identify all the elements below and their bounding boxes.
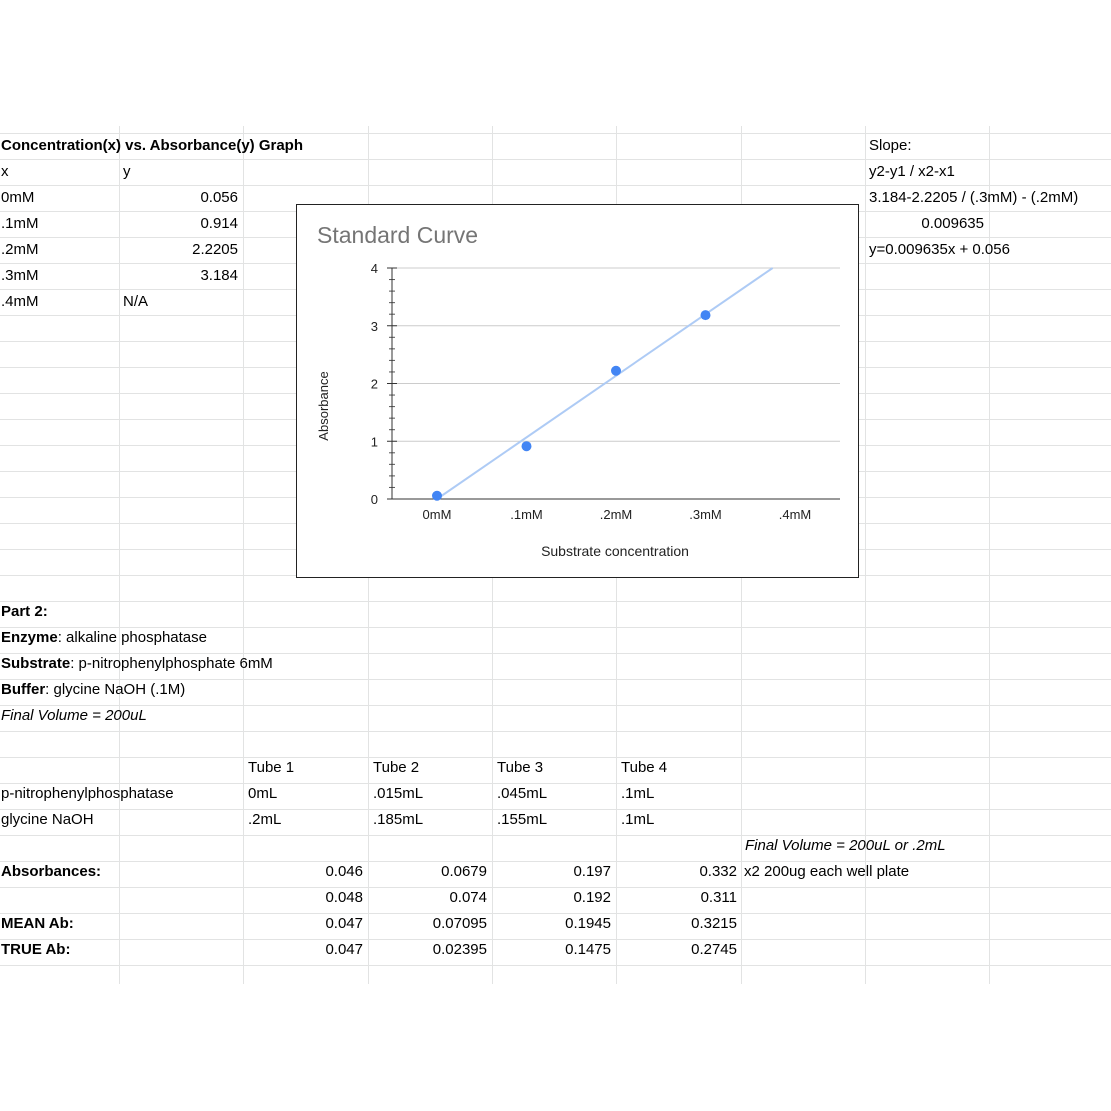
cell-volume[interactable]: .2mL <box>248 811 282 828</box>
cell-tube-header[interactable]: Tube 1 <box>248 759 295 776</box>
cell-slope-equation[interactable]: y=0.009635x + 0.056 <box>869 241 1010 258</box>
cell-true[interactable]: 0.2745 <box>691 941 737 958</box>
chart-y-tick-label: 0 <box>370 492 378 507</box>
cell-reagent-label[interactable]: glycine NaOH <box>1 811 94 828</box>
cell-volume[interactable]: .015mL <box>373 785 424 802</box>
cell-y-value[interactable]: 3.184 <box>200 267 238 284</box>
row-gridline <box>0 731 1111 732</box>
chart-y-tick-label: 2 <box>370 376 378 392</box>
cell-mean-label[interactable]: MEAN Ab: <box>1 915 74 932</box>
cell-true[interactable]: 0.1475 <box>565 941 611 958</box>
standard-curve-chart[interactable] <box>296 204 859 578</box>
cell-mean[interactable]: 0.3215 <box>691 915 737 932</box>
cell-absorbance[interactable]: 0.332 <box>699 863 737 880</box>
cell-volume[interactable]: .185mL <box>373 811 424 828</box>
chart-plot-area <box>371 261 840 522</box>
row-gridline <box>0 965 1111 966</box>
cell-slope-value[interactable]: 0.009635 <box>921 215 984 232</box>
cell-tube-header[interactable]: Tube 4 <box>621 759 668 776</box>
cell-x-value[interactable]: .1mM <box>1 215 39 232</box>
cell-volume[interactable]: .045mL <box>497 785 548 802</box>
cell-absorbance[interactable]: 0.0679 <box>441 863 487 880</box>
enzyme-value: : alkaline phosphatase <box>57 629 207 646</box>
chart-title: Standard Curve <box>317 222 479 248</box>
cell-x-header[interactable]: x <box>1 163 9 180</box>
cell-absorbance[interactable]: 0.197 <box>573 863 611 880</box>
cell-absorbance[interactable]: 0.046 <box>325 863 363 880</box>
cell-absorbance[interactable]: 0.074 <box>449 889 487 906</box>
cell-mean[interactable]: 0.047 <box>325 915 363 932</box>
cell-graph-title[interactable]: Concentration(x) vs. Absorbance(y) Graph <box>1 137 303 154</box>
cell-y-value[interactable]: 0.056 <box>200 189 238 206</box>
chart-x-tick-label: 0mM <box>422 507 452 522</box>
cell-part2-title[interactable]: Part 2: <box>1 603 48 620</box>
chart-data-point <box>701 310 711 320</box>
cell-x-value[interactable]: .4mM <box>1 293 39 310</box>
chart-y-tick-label: 4 <box>370 261 378 276</box>
cell-reagent-label[interactable]: p-nitrophenylphosphatase <box>1 785 174 802</box>
cell-tube-header[interactable]: Tube 2 <box>373 759 420 776</box>
buffer-value: : glycine NaOH (.1M) <box>45 681 186 698</box>
chart-data-point <box>432 491 442 501</box>
cell-y-value[interactable]: 0.914 <box>200 215 238 232</box>
chart-canvas <box>297 205 858 577</box>
chart-y-axis-label: Absorbance <box>316 371 331 441</box>
chart-data-point <box>611 366 621 376</box>
column-gridline <box>243 126 244 984</box>
cell-volume[interactable]: .1mL <box>621 811 655 828</box>
chart-x-tick-label: .3mM <box>689 507 722 522</box>
cell-y-value[interactable]: 2.2205 <box>192 241 238 258</box>
cell-volume[interactable]: .1mL <box>621 785 655 802</box>
cell-final-volume[interactable]: Final Volume = 200uL <box>1 707 147 724</box>
cell-y-value[interactable]: N/A <box>123 293 149 310</box>
cell-absorbance[interactable]: 0.311 <box>700 889 737 906</box>
substrate-value: : p-nitrophenylphosphate 6mM <box>70 655 273 672</box>
chart-y-tick-label: 3 <box>370 318 378 334</box>
cell-true[interactable]: 0.047 <box>325 941 363 958</box>
enzyme-label: Enzyme <box>1 629 58 646</box>
cell-true[interactable]: 0.02395 <box>432 941 487 958</box>
cell-enzyme[interactable] <box>0 625 368 651</box>
cell-y-header[interactable]: y <box>123 163 131 180</box>
chart-x-tick-label: .4mM <box>778 507 812 522</box>
chart-x-tick-label: .1mM <box>510 507 543 522</box>
cell-absorbances-label[interactable]: Absorbances: <box>1 863 102 880</box>
cell-volume[interactable]: 0mL <box>248 785 278 802</box>
cell-slope-calc[interactable]: 3.184-2.2205 / (.3mM) - (.2mM) <box>869 189 1079 206</box>
cell-tube-header[interactable]: Tube 3 <box>497 759 544 776</box>
cell-x-value[interactable]: .3mM <box>1 267 39 284</box>
chart-y-tick-label: 1 <box>370 434 378 450</box>
cell-x-value[interactable]: 0mM <box>1 189 35 206</box>
substrate-label: Substrate <box>1 655 71 672</box>
cell-absorbance[interactable]: 0.192 <box>573 889 611 906</box>
cell-true-label[interactable]: TRUE Ab: <box>1 941 71 958</box>
cell-buffer[interactable] <box>0 677 368 703</box>
chart-x-axis-label: Substrate concentration <box>541 543 689 559</box>
cell-x-value[interactable]: .2mM <box>1 241 39 258</box>
cell-slope-label[interactable]: Slope: <box>869 137 912 154</box>
cell-absorbance[interactable]: 0.048 <box>325 889 363 906</box>
cell-mean[interactable]: 0.07095 <box>432 915 487 932</box>
buffer-label: Buffer <box>1 681 46 698</box>
cell-substrate[interactable] <box>0 651 368 677</box>
cell-slope-formula[interactable]: y2-y1 / x2-x1 <box>869 163 955 180</box>
cell-mean[interactable]: 0.1945 <box>565 915 611 932</box>
cell-final-volume-note[interactable]: Final Volume = 200uL or .2mL <box>745 837 946 854</box>
row-gridline <box>0 601 1111 602</box>
chart-data-point <box>522 441 532 451</box>
cell-volume[interactable]: .155mL <box>497 811 548 828</box>
chart-x-tick-label: .2mM <box>599 507 633 522</box>
cell-well-plate-note[interactable]: x2 200ug each well plate <box>744 863 910 880</box>
